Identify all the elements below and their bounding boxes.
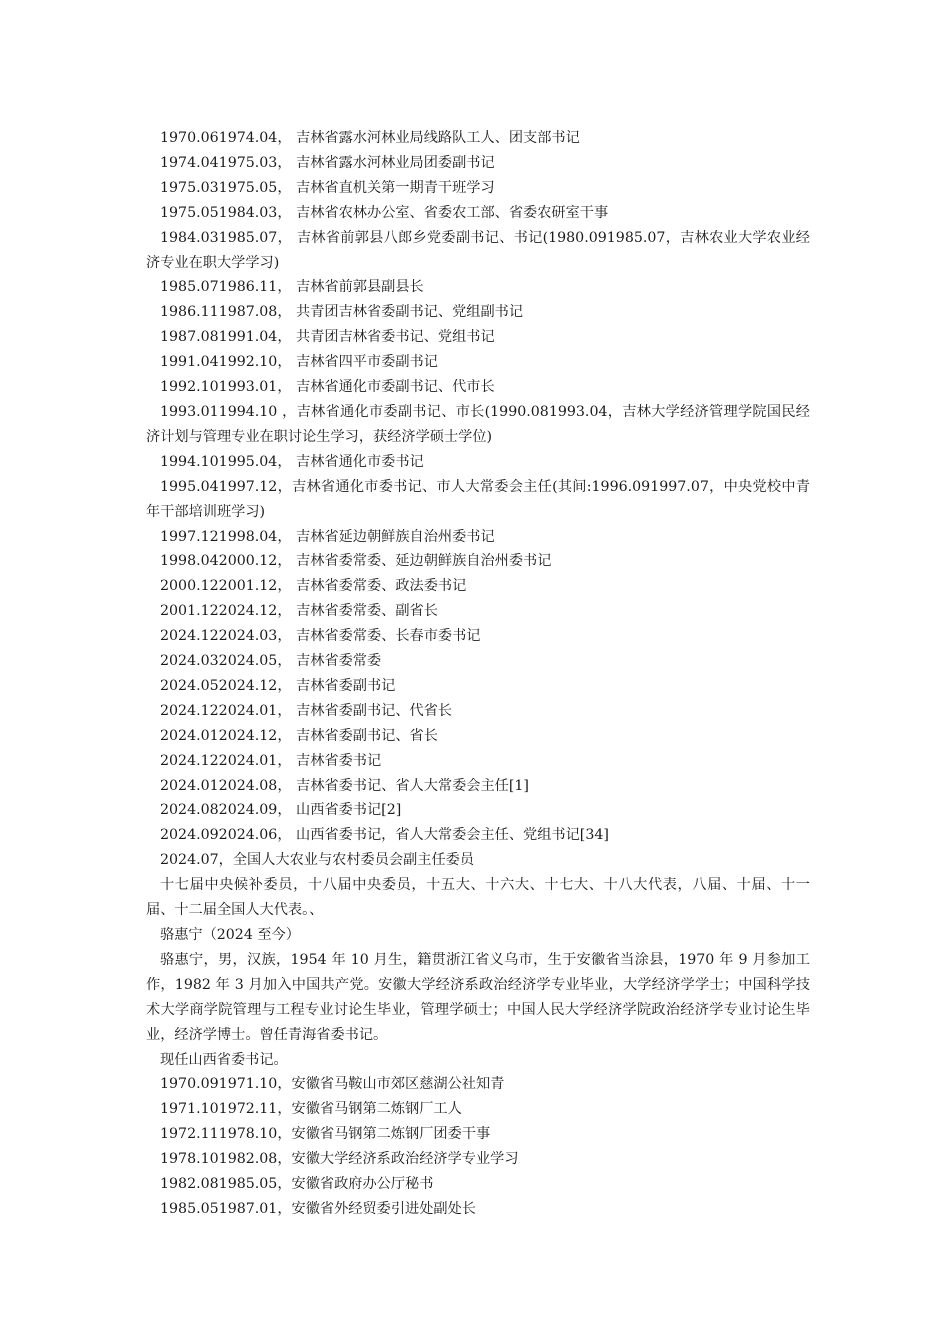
section-heading: 骆惠宁（2024 至今） xyxy=(160,927,300,943)
paragraph: 1970.061974.04， 吉林省露水河林业局线路队工人、团支部书记 xyxy=(160,130,580,146)
paragraph: 1987.081991.04， 共青团吉林省委书记、党组书记 xyxy=(160,329,495,346)
paragraph: 2024.012024.12， 吉林省委副书记、省长 xyxy=(160,727,438,744)
paragraph: 骆惠宁，男，汉族，1954 年 10 月生，籍贯浙江省义乌市，生于安徽省当涂县，1970 年 9 月参加工作，1982 年 3 月加入中国共产党。安徽大学经济系政治经济学专业毕业，大学经济学学士；中国科学技术大学商学院管理与工程专业讨论生毕业，管理学硕士；中国人民大学经济学院政治经济学专业讨论生毕业，经济学博士。曾任青海省委书记。 xyxy=(146,951,810,1043)
paragraph: 2024.122024.01， 吉林省委书记 xyxy=(160,752,382,769)
paragraph: 1970.091971.10，安徽省马鞍山市郊区慈湖公社知青 xyxy=(160,1076,505,1093)
paragraph: 1982.081985.05，安徽省政府办公厅秘书 xyxy=(160,1176,434,1193)
paragraph: 1986.111987.08， 共青团吉林省委副书记、党组副书记 xyxy=(160,304,524,321)
paragraph: 2024.122024.01， 吉林省委副书记、代省长 xyxy=(160,702,453,719)
paragraph: 1993.011994.10 ，吉林省通化市委副书记、市长(1990.081993.04，吉林大学经济管理学院国民经济计划与管理专业在职讨论生学习，获经济学硕士学位) xyxy=(146,403,810,445)
paragraph: 1994.101995.04， 吉林省通化市委书记 xyxy=(160,453,424,470)
paragraph: 1978.101982.08，安徽大学经济系政治经济学专业学习 xyxy=(160,1151,519,1168)
paragraph: 1974.041975.03， 吉林省露水河林业局团委副书记 xyxy=(160,154,495,171)
paragraph: 1972.111978.10，安徽省马钢第二炼钢厂团委干事 xyxy=(160,1126,491,1143)
paragraph: 现任山西省委书记。 xyxy=(160,1051,288,1068)
paragraph: 2024.032024.05， 吉林省委常委 xyxy=(160,653,382,670)
paragraph: 2024.092024.06， 山西省委书记，省人大常委会主任、党组书记[34] xyxy=(160,827,609,844)
paragraph: 1975.031975.05， 吉林省直机关第一期青干班学习 xyxy=(160,179,495,196)
paragraph: 2024.122024.03， 吉林省委常委、长春市委书记 xyxy=(160,628,481,645)
paragraph: 1998.042000.12， 吉林省委常委、延边朝鲜族自治州委书记 xyxy=(160,553,552,570)
paragraph: 1995.041997.12，吉林省通化市委书记、市人大常委会主任(其间:1996.091997.07，中央党校中青年干部培训班学习) xyxy=(146,478,810,520)
paragraph: 2024.082024.09， 山西省委书记[2] xyxy=(160,802,402,819)
paragraph: 1971.101972.11，安徽省马钢第二炼钢厂工人 xyxy=(160,1101,462,1118)
paragraph: 1985.071986.11， 吉林省前郭县副县长 xyxy=(160,279,424,296)
paragraph: 2024.07，全国人大农业与农村委员会副主任委员 xyxy=(160,852,475,869)
paragraph: 十七届中央候补委员，十八届中央委员，十五大、十六大、十七大、十八大代表，八届、十届、十一届、十二届全国人大代表。、 xyxy=(146,877,810,919)
paragraph: 1991.041992.10， 吉林省四平市委副书记 xyxy=(160,354,438,371)
paragraph: 1997.121998.04， 吉林省延边朝鲜族自治州委书记 xyxy=(160,528,495,545)
document-body xyxy=(146,126,810,1222)
paragraph: 2024.052024.12， 吉林省委副书记 xyxy=(160,677,396,694)
paragraph: 1992.101993.01， 吉林省通化市委副书记、代市长 xyxy=(160,379,495,396)
paragraph: 2001.122024.12， 吉林省委常委、副省长 xyxy=(160,603,438,620)
paragraph: 2000.122001.12， 吉林省委常委、政法委书记 xyxy=(160,578,467,595)
paragraph: 1985.051987.01，安徽省外经贸委引进处副处长 xyxy=(160,1200,476,1217)
paragraph: 1984.031985.07， 吉林省前郭县八郎乡党委副书记、书记(1980.091985.07，吉林农业大学农业经济专业在职大学学习) xyxy=(146,229,810,271)
paragraph: 1975.051984.03， 吉林省农林办公室、省委农工部、省委农研室干事 xyxy=(160,204,609,221)
paragraph: 2024.012024.08， 吉林省委书记、省人大常委会主任[1] xyxy=(160,777,529,794)
